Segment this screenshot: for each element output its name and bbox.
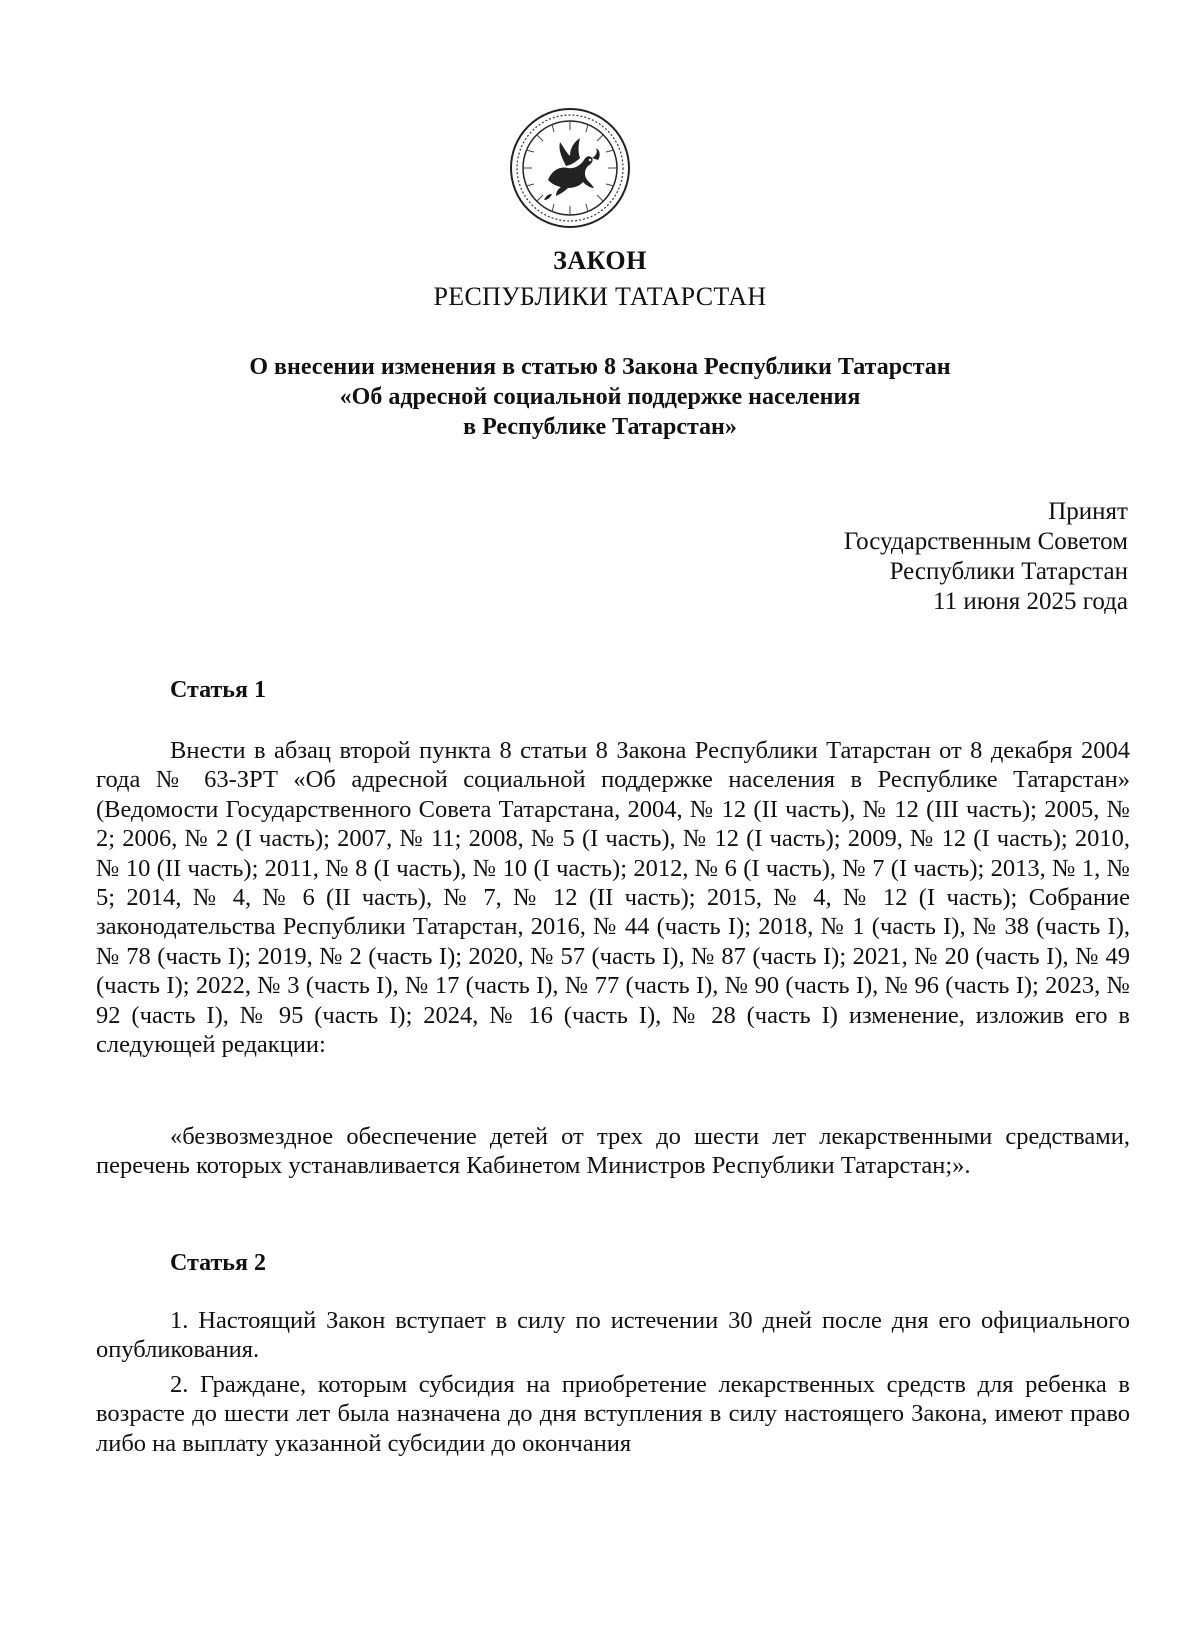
adoption-line-3: Республики Татарстан — [889, 558, 1128, 585]
article-1-paragraph-1: Внести в абзац второй пункта 8 статьи 8 Закона Республики Татарстан от 8 декабря 2004 года № 63-ЗРТ «Об адресной социальной поддержке населения в Республике Татарстан» (Ведомости Государственного Совета Татарстана, 2004, № 12 (II часть), № 12 (III часть); 2005, № 2; 2006, № 2 (I часть); 2007, № 11; 2008, № 5 (I часть), № 12 (I часть); 2009, № 12 (I часть); 2010, № 10 (II часть); 2011, № 8 (I часть), № 10 (I часть); 2012, № 6 (I часть), № 7 (I часть); 2013, № 1, № 5; 2014, № 4, № 6 (II часть), № 7, № 12 (II часть); 2015, № 4, № 12 (I часть); Собрание законодательства Республики Татарстан, 2016, № 44 (часть I); 2018, № 1 (часть I), № 38 (часть I), № 78 (часть I); 2019, № 2 (часть I); 2020, № 57 (часть I), № 87 (часть I); 2021, № 20 (часть I), № 49 (часть I); 2022, № 3 (часть I), № 17 (часть I), № 77 (часть I), № 90 (часть I), № 96 (часть I); 2023, № 92 (часть I), № 95 (часть I); 2024, № 16 (часть I), № 28 (часть I) изменение, изложив его в следующей редакции: — [96, 737, 1130, 1059]
adoption-date: 11 июня 2025 года — [933, 588, 1128, 615]
subject-line-3: в Республике Татарстан» — [463, 414, 737, 440]
article-2-paragraph-2: 2. Граждане, которым субсидия на приобретение лекарственных средств для ребенка в возрасте до шести лет была назначена до дня вступления в силу настоящего Закона, имеют право либо на выплату указанной субсидии до окончания — [96, 1371, 1130, 1457]
law-subject-title — [0, 352, 1200, 442]
document-type-title: ЗАКОН — [553, 246, 647, 275]
article-1-heading: Статья 1 — [170, 677, 266, 703]
article-2-paragraph-1: 1. Настоящий Закон вступает в силу по истечении 30 дней после дня его официального опубликования. — [96, 1307, 1130, 1364]
article-1-paragraph-2: «безвозмездное обеспечение детей от трех до шести лет лекарственными средствами, перечень которых устанавливается Кабинетом Министров Республики Татарстан;». — [96, 1123, 1130, 1180]
subject-line-1: О внесении изменения в статью 8 Закона Республики Татарстан — [249, 354, 951, 380]
adoption-line-2: Государственным Советом — [843, 528, 1128, 555]
issuing-republic: РЕСПУБЛИКИ ТАТАРСТАН — [433, 282, 767, 311]
coat-of-arms-emblem-icon — [508, 106, 632, 230]
subject-line-2: «Об адресной социальной поддержке населения — [339, 384, 861, 410]
adoption-note — [844, 497, 1128, 617]
adoption-line-1: Принят — [1048, 498, 1128, 525]
article-2-heading: Статья 2 — [170, 1250, 266, 1276]
